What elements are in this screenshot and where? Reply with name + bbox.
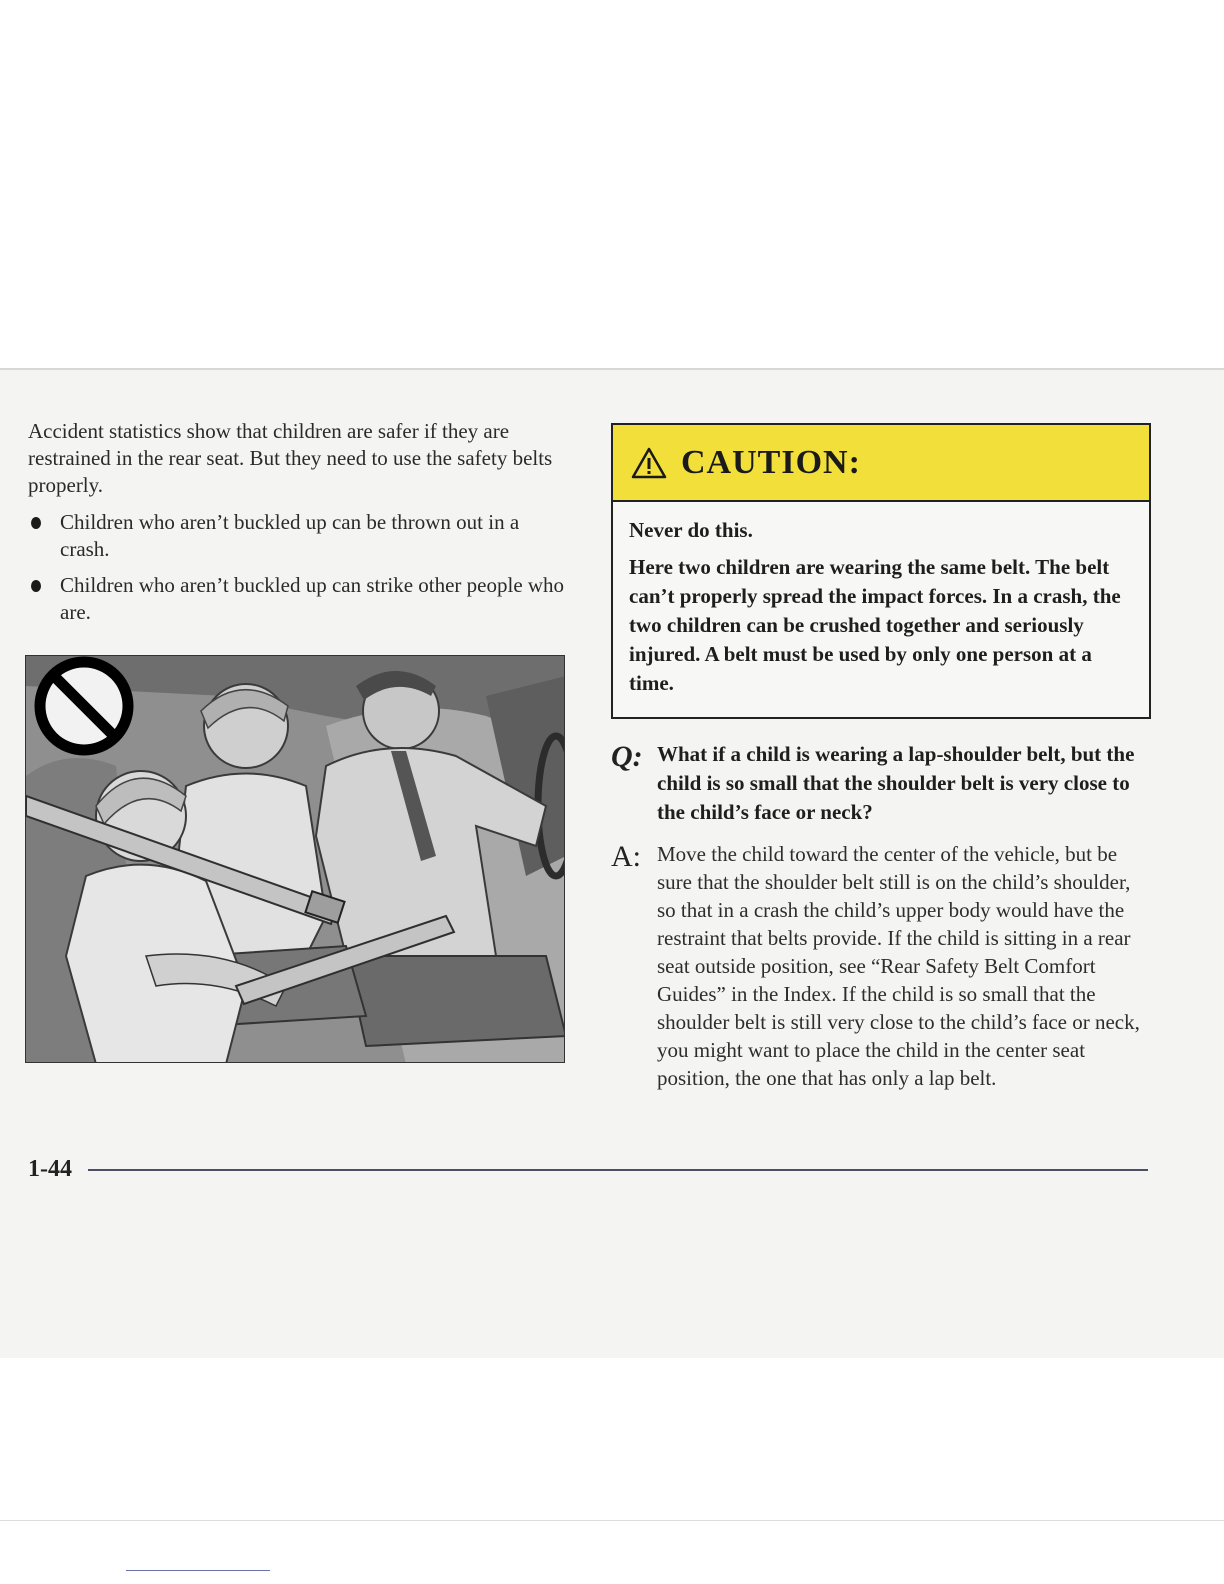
caution-title: CAUTION: [681,443,861,481]
bullet-text: Children who aren’t buckled up can be thrown out in a crash. [60,510,520,561]
list-item [28,572,568,626]
bottom-rule [0,1520,1224,1521]
list-item [28,509,568,563]
prohibition-icon [40,662,128,750]
top-rule [0,368,1224,370]
answer-text: Move the child toward the center of the vehicle, but be sure that the shoulder belt still is on the child’s shoulder, so that in a crash the child’s upper body would have the restraint that belts provide. If the child is sitting in a rear seat outside position, see “Rear Safety Belt Comfort Guides” in the Index. If the child is so small that the shoulder belt is still very close to the child’s face or neck, you might want to place the child in the center seat position, the one that has only a lap belt. [657,842,1140,1090]
question-label: Q: [611,740,643,773]
answer-label: A: [611,840,641,873]
divider [126,1570,270,1571]
caution-box [611,423,1151,719]
bullet-icon [31,517,41,529]
caution-paragraph: Never do this. [629,518,753,542]
caution-header [613,425,1149,502]
footer-rule [88,1169,1148,1171]
illustration-children-sharing-belt [25,655,565,1063]
bullet-icon [31,580,41,592]
caution-body [613,502,1149,698]
page-number: 1-44 [28,1156,72,1182]
intro-paragraph: Accident statistics show that children are safer if they are restrained in the rear seat. But they need to use the safety belts properly. [28,419,553,497]
bullet-list [28,509,568,635]
caution-paragraph: Here two children are wearing the same belt. The belt can’t properly spread the impact forces. In a crash, the two children can be crushed together and seriously injured. A belt must be used by only one person at a time. [629,555,1121,695]
question-text: What if a child is wearing a lap-shoulder belt, but the child is so small that the shoulder belt is very close to the child’s face or neck? [657,742,1135,824]
question-block [611,740,1151,827]
warning-triangle-icon [631,447,667,479]
answer-block [611,840,1151,1092]
bullet-text: Children who aren’t buckled up can strike other people who are. [60,573,565,624]
